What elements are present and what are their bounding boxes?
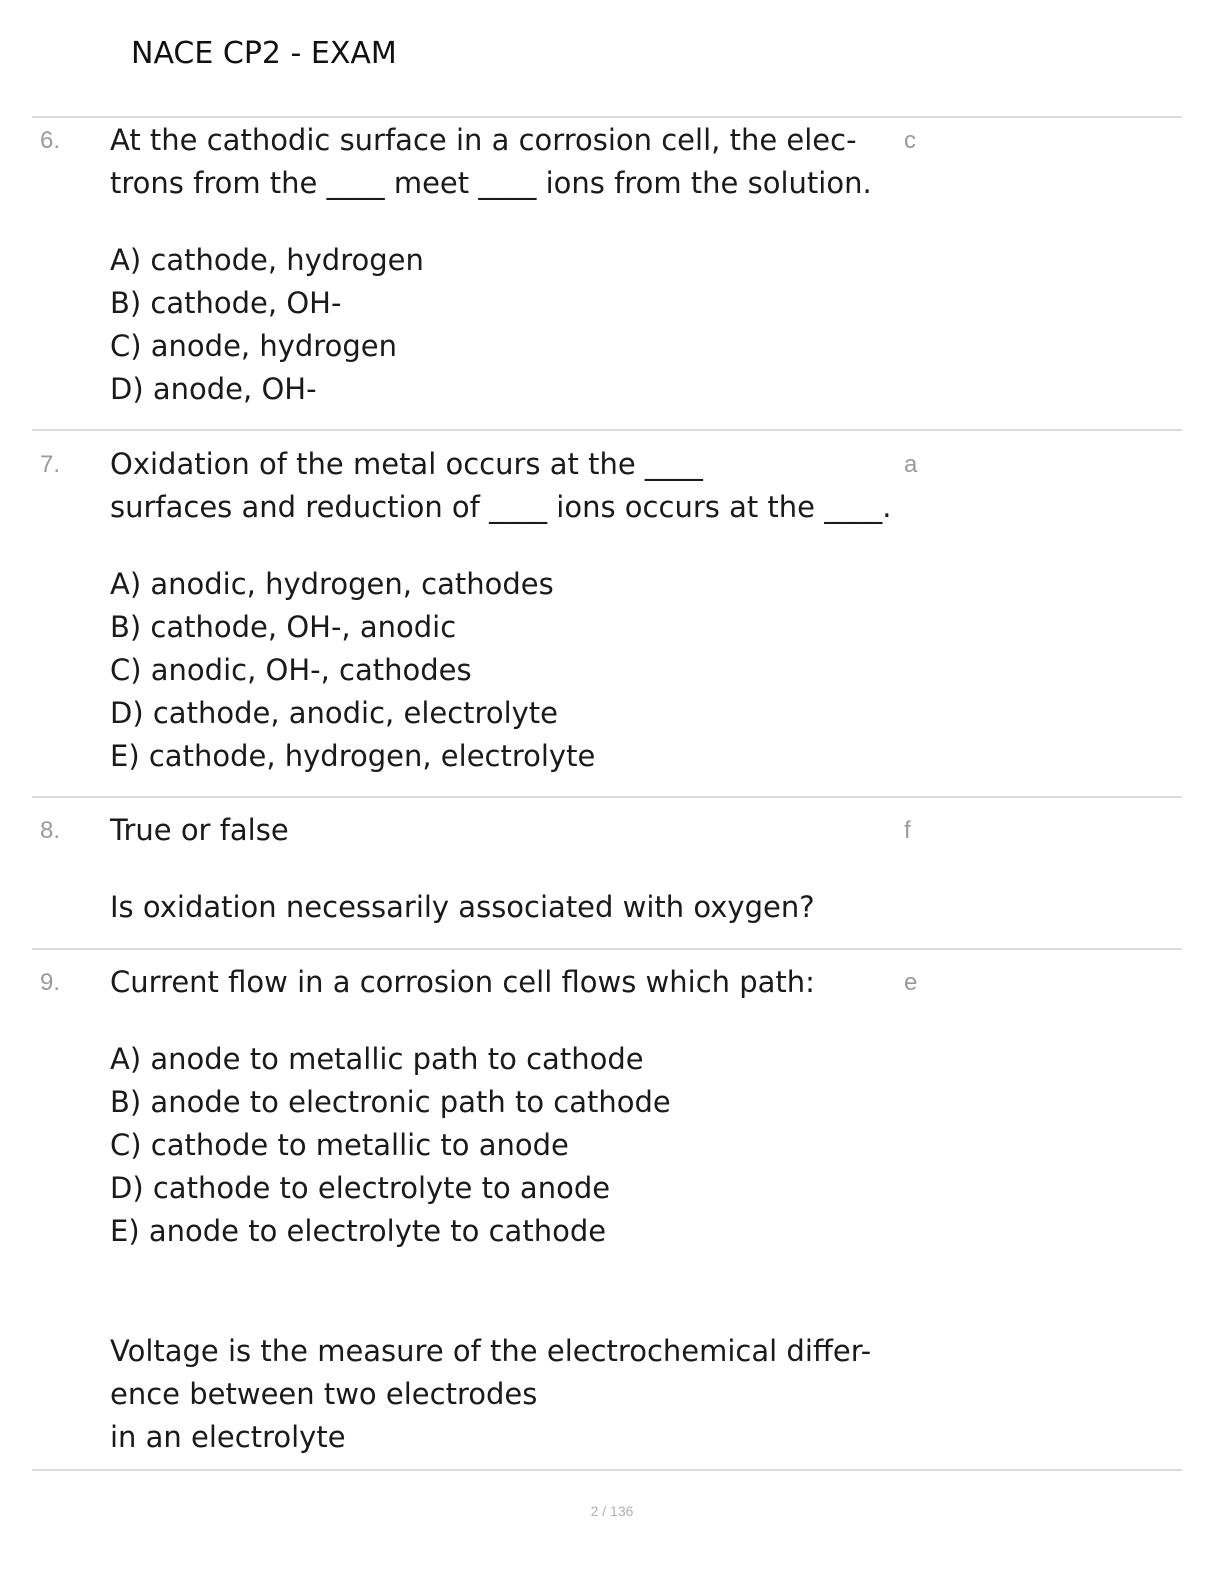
divider bbox=[32, 429, 1182, 431]
answer-key: a bbox=[904, 451, 918, 478]
option-a: A) cathode, hydrogen bbox=[110, 243, 424, 277]
question-number: 8. bbox=[40, 817, 61, 844]
option-b: B) anode to electronic path to cathode bbox=[110, 1085, 671, 1119]
sub-question: Is oxidation necessarily associated with oxygen? bbox=[110, 890, 815, 924]
question-number: 7. bbox=[40, 451, 61, 478]
page-number: 2 / 136 bbox=[590, 1503, 634, 1519]
question-body bbox=[110, 443, 890, 778]
explanation-line: Voltage is the measure of the electrochemical differ- bbox=[110, 1334, 872, 1368]
divider bbox=[32, 116, 1182, 118]
option-c: C) anodic, OH-, cathodes bbox=[110, 653, 472, 687]
option-c: C) anode, hydrogen bbox=[110, 329, 397, 363]
option-e: E) anode to electrolyte to cathode bbox=[110, 1214, 607, 1248]
option-d: D) cathode to electrolyte to anode bbox=[110, 1171, 611, 1205]
answer-key: f bbox=[904, 817, 911, 844]
option-c: C) cathode to metallic to anode bbox=[110, 1128, 569, 1162]
question-text-line: trons from the ____ meet ____ ions from the solution. bbox=[110, 166, 872, 200]
answer-key: c bbox=[904, 127, 916, 154]
question-body bbox=[110, 809, 890, 929]
page-title: NACE CP2 - EXAM bbox=[131, 36, 397, 71]
question-body bbox=[110, 961, 890, 1459]
question-text-line: At the cathodic surface in a corrosion cell, the elec- bbox=[110, 123, 857, 157]
question-text-line: surfaces and reduction of ____ ions occurs at the ____. bbox=[110, 490, 892, 524]
divider bbox=[32, 796, 1182, 798]
question-number: 9. bbox=[40, 969, 61, 996]
divider bbox=[32, 948, 1182, 950]
question-number: 6. bbox=[40, 127, 61, 154]
question-text-line: Current flow in a corrosion cell flows which path: bbox=[110, 965, 815, 999]
question-text-line: Oxidation of the metal occurs at the ____ bbox=[110, 447, 703, 481]
question-text-line: True or false bbox=[110, 813, 289, 847]
divider bbox=[32, 1469, 1182, 1471]
explanation-line: ence between two electrodes bbox=[110, 1377, 538, 1411]
option-a: A) anode to metallic path to cathode bbox=[110, 1042, 644, 1076]
option-d: D) anode, OH- bbox=[110, 372, 317, 406]
option-a: A) anodic, hydrogen, cathodes bbox=[110, 567, 554, 601]
option-d: D) cathode, anodic, electrolyte bbox=[110, 696, 559, 730]
answer-key: e bbox=[904, 969, 918, 996]
option-e: E) cathode, hydrogen, electrolyte bbox=[110, 739, 596, 773]
question-body bbox=[110, 119, 890, 411]
option-b: B) cathode, OH- bbox=[110, 286, 342, 320]
explanation-line: in an electrolyte bbox=[110, 1420, 346, 1454]
option-b: B) cathode, OH-, anodic bbox=[110, 610, 457, 644]
